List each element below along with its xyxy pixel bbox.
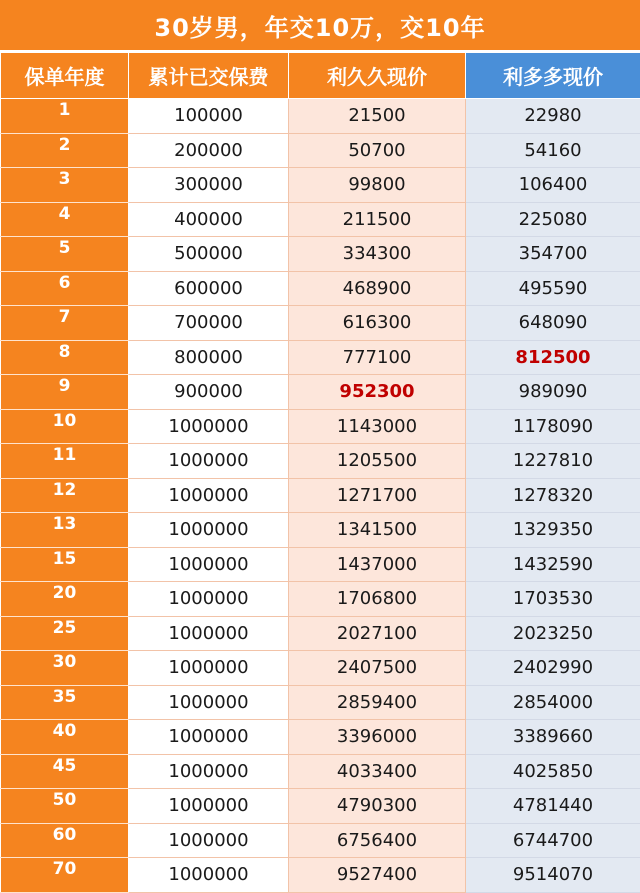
- policy-year-cell: 7: [1, 306, 129, 341]
- table-row: [1, 651, 640, 686]
- policy-year-cell: 20: [1, 582, 129, 617]
- liduoduo-value-cell: 6744700: [466, 823, 640, 858]
- header-row: [1, 53, 640, 99]
- table-row: [1, 547, 640, 582]
- table-body: [1, 99, 640, 893]
- table-row: [1, 168, 640, 203]
- cumulative-premium-cell: 1000000: [129, 754, 289, 789]
- lijiujiu-value-cell: 3396000: [289, 720, 466, 755]
- cumulative-premium-cell: 800000: [129, 340, 289, 375]
- cumulative-premium-cell: 700000: [129, 306, 289, 341]
- lijiujiu-value-cell: 334300: [289, 237, 466, 272]
- liduoduo-value-cell: 54160: [466, 133, 640, 168]
- table-row: [1, 616, 640, 651]
- cumulative-premium-cell: 300000: [129, 168, 289, 203]
- liduoduo-value-cell: 1432590: [466, 547, 640, 582]
- liduoduo-value-cell: 9514070: [466, 858, 640, 893]
- cumulative-premium-cell: 1000000: [129, 789, 289, 824]
- liduoduo-value-cell: 1703530: [466, 582, 640, 617]
- lijiujiu-value-cell: 9527400: [289, 858, 466, 893]
- cumulative-premium-cell: 1000000: [129, 858, 289, 893]
- policy-year-cell: 11: [1, 444, 129, 479]
- policy-year-cell: 2: [1, 133, 129, 168]
- lijiujiu-value-cell: 1143000: [289, 409, 466, 444]
- header-liduoduo-cash-value: 利多多现价: [466, 53, 640, 99]
- liduoduo-value-cell: 22980: [466, 99, 640, 134]
- policy-year-cell: 45: [1, 754, 129, 789]
- lijiujiu-value-cell: 1341500: [289, 513, 466, 548]
- cash-value-table: [0, 52, 640, 893]
- liduoduo-value-cell: 1278320: [466, 478, 640, 513]
- policy-year-cell: 50: [1, 789, 129, 824]
- table-row: [1, 306, 640, 341]
- lijiujiu-value-cell: 21500: [289, 99, 466, 134]
- policy-year-cell: 8: [1, 340, 129, 375]
- cumulative-premium-cell: 900000: [129, 375, 289, 410]
- cumulative-premium-cell: 100000: [129, 99, 289, 134]
- table-row: [1, 685, 640, 720]
- table-row: [1, 133, 640, 168]
- cumulative-premium-cell: 1000000: [129, 582, 289, 617]
- liduoduo-value-cell: 1227810: [466, 444, 640, 479]
- lijiujiu-value-cell: 1271700: [289, 478, 466, 513]
- liduoduo-value-cell: 354700: [466, 237, 640, 272]
- policy-year-cell: 40: [1, 720, 129, 755]
- cumulative-premium-cell: 1000000: [129, 478, 289, 513]
- lijiujiu-value-cell: 616300: [289, 306, 466, 341]
- lijiujiu-value-cell: 6756400: [289, 823, 466, 858]
- lijiujiu-value-cell: 1706800: [289, 582, 466, 617]
- table-row: [1, 409, 640, 444]
- cumulative-premium-cell: 1000000: [129, 513, 289, 548]
- lijiujiu-value-cell: 2859400: [289, 685, 466, 720]
- cumulative-premium-cell: 1000000: [129, 547, 289, 582]
- table-row: [1, 202, 640, 237]
- policy-year-cell: 13: [1, 513, 129, 548]
- liduoduo-value-cell: 1329350: [466, 513, 640, 548]
- liduoduo-value-cell: 495590: [466, 271, 640, 306]
- lijiujiu-value-cell: 777100: [289, 340, 466, 375]
- cumulative-premium-cell: 600000: [129, 271, 289, 306]
- lijiujiu-value-cell: 468900: [289, 271, 466, 306]
- lijiujiu-value-cell: 4033400: [289, 754, 466, 789]
- lijiujiu-value-cell: 952300: [289, 375, 466, 410]
- liduoduo-value-cell: 989090: [466, 375, 640, 410]
- table-row: [1, 444, 640, 479]
- liduoduo-value-cell: 106400: [466, 168, 640, 203]
- policy-year-cell: 4: [1, 202, 129, 237]
- policy-year-cell: 30: [1, 651, 129, 686]
- table-title: 30岁男，年交10万，交10年: [0, 0, 640, 52]
- header-lijiujiu-cash-value: 利久久现价: [289, 53, 466, 99]
- lijiujiu-value-cell: 2407500: [289, 651, 466, 686]
- table-row: [1, 478, 640, 513]
- table-row: [1, 237, 640, 272]
- table-row: [1, 823, 640, 858]
- cumulative-premium-cell: 400000: [129, 202, 289, 237]
- lijiujiu-value-cell: 2027100: [289, 616, 466, 651]
- policy-year-cell: 10: [1, 409, 129, 444]
- liduoduo-value-cell: 3389660: [466, 720, 640, 755]
- header-cumulative-premium: 累计已交保费: [129, 53, 289, 99]
- policy-year-cell: 60: [1, 823, 129, 858]
- cumulative-premium-cell: 1000000: [129, 616, 289, 651]
- liduoduo-value-cell: 648090: [466, 306, 640, 341]
- policy-year-cell: 1: [1, 99, 129, 134]
- cumulative-premium-cell: 1000000: [129, 409, 289, 444]
- policy-year-cell: 9: [1, 375, 129, 410]
- cumulative-premium-cell: 1000000: [129, 720, 289, 755]
- liduoduo-value-cell: 2854000: [466, 685, 640, 720]
- table-row: [1, 720, 640, 755]
- policy-year-cell: 25: [1, 616, 129, 651]
- liduoduo-value-cell: 2023250: [466, 616, 640, 651]
- cumulative-premium-cell: 500000: [129, 237, 289, 272]
- policy-year-cell: 70: [1, 858, 129, 893]
- liduoduo-value-cell: 4781440: [466, 789, 640, 824]
- liduoduo-value-cell: 2402990: [466, 651, 640, 686]
- liduoduo-value-cell: 225080: [466, 202, 640, 237]
- lijiujiu-value-cell: 1437000: [289, 547, 466, 582]
- policy-year-cell: 15: [1, 547, 129, 582]
- table-row: [1, 513, 640, 548]
- lijiujiu-value-cell: 50700: [289, 133, 466, 168]
- lijiujiu-value-cell: 99800: [289, 168, 466, 203]
- policy-year-cell: 12: [1, 478, 129, 513]
- table-row: [1, 754, 640, 789]
- liduoduo-value-cell: 1178090: [466, 409, 640, 444]
- table-row: [1, 99, 640, 134]
- cumulative-premium-cell: 1000000: [129, 651, 289, 686]
- policy-year-cell: 6: [1, 271, 129, 306]
- table-row: [1, 582, 640, 617]
- liduoduo-value-cell: 4025850: [466, 754, 640, 789]
- cumulative-premium-cell: 1000000: [129, 685, 289, 720]
- cumulative-premium-cell: 200000: [129, 133, 289, 168]
- liduoduo-value-cell: 812500: [466, 340, 640, 375]
- table-row: [1, 858, 640, 893]
- lijiujiu-value-cell: 211500: [289, 202, 466, 237]
- cumulative-premium-cell: 1000000: [129, 444, 289, 479]
- policy-year-cell: 5: [1, 237, 129, 272]
- lijiujiu-value-cell: 1205500: [289, 444, 466, 479]
- table-row: [1, 789, 640, 824]
- policy-year-cell: 3: [1, 168, 129, 203]
- policy-year-cell: 35: [1, 685, 129, 720]
- table-row: [1, 271, 640, 306]
- header-policy-year: 保单年度: [1, 53, 129, 99]
- table-row: [1, 375, 640, 410]
- cumulative-premium-cell: 1000000: [129, 823, 289, 858]
- lijiujiu-value-cell: 4790300: [289, 789, 466, 824]
- table-row: [1, 340, 640, 375]
